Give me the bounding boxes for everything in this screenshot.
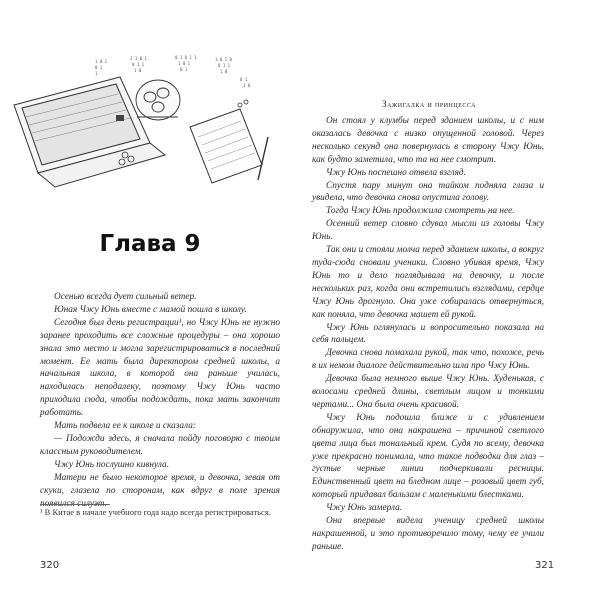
plate-icon — [136, 80, 180, 120]
illustration — [0, 55, 300, 205]
paragraph: Осенний ветер словно сдувал мысли из головы Чжу Юнь. — [312, 219, 544, 243]
left-body — [40, 291, 280, 510]
svg-text:1 0: 1 0 — [220, 69, 228, 74]
svg-text:0 1 0 1 1: 0 1 0 1 1 — [175, 55, 197, 60]
svg-text:0 1 1: 0 1 1 — [132, 62, 145, 67]
svg-text:1: 1 — [95, 71, 98, 76]
paragraph: Чжу Юнь оглянулась и вопросительно показала на себя пальцем. — [312, 322, 544, 346]
svg-text:0 1: 0 1 — [180, 67, 188, 72]
paragraph: Спустя пару минут она тайком подняла глаза и увидела, что девочка снова опустила голову. — [312, 180, 544, 204]
paragraph: Чжу Юнь замерла. — [326, 503, 403, 514]
paragraph: Юная Чжу Юнь вместе с мамой пошла в школу. — [54, 304, 247, 315]
page-number-right: 321 — [535, 560, 555, 571]
paragraph: Матери не было некоторое время, и девочка, зевая от скуки, глазела по сторонам, как вдруг в поле зрения появился силуэт. — [40, 472, 280, 509]
paragraph: Он стоял у клумбы перед зданием школы, и с ним оказалась девочка с низко опущенной головой. Через несколько секунд она повернулась в сторону Чжу Юнь, как будто заметила, что та на нее смотрит. — [312, 116, 544, 165]
svg-text:1 0 1: 1 0 1 — [178, 61, 191, 66]
chapter-title: Глава 9 — [99, 231, 201, 257]
running-title: Зажигалка и принцесса — [382, 99, 476, 109]
paragraph: Девочка была немного выше Чжу Юнь. Худенькая, с волосами средней длины, светлым лицом и тонкими чертами... Она была очень красивой. — [312, 374, 544, 410]
svg-text:0 1 1: 0 1 1 — [218, 63, 231, 68]
paragraph: Она впервые видела ученицу средней школы накрашенной, и это противоречило тому, чему ее учили раньше. — [312, 516, 544, 552]
page-number-left: 320 — [40, 560, 60, 571]
svg-text:1 0 1 0: 1 0 1 0 — [215, 57, 232, 62]
svg-text:0 1: 0 1 — [95, 65, 103, 70]
paragraph: Чжу Юнь подошла ближе и с удивлением обнаружила, что она накрашена – причиной светлого цвета лица был тональный крем. Судя по всему, девочка уже прекрасно понимала, что такое подводка для глаз – густые черные линии подчеркивали ресницы. Единственный цвет на бледном лице – розовый цвет губ, который придавал бальзам с маленькими блестками. — [312, 412, 544, 501]
paragraph: Чжу Юнь послушно кивнула. — [54, 459, 170, 470]
svg-text:1 1 0 1: 1 1 0 1 — [130, 56, 147, 61]
right-body — [312, 115, 544, 554]
footnote-rule — [40, 504, 110, 505]
svg-text:1 0 1: 1 0 1 — [95, 59, 108, 64]
paragraph: Девочка снова помахала рукой, так что, похоже, речь в их немом диалоге действительно шла про Чжу Юнь. — [312, 348, 544, 372]
paragraph: Чжу Юнь поспешно отвела взгляд. — [326, 167, 466, 178]
paragraph: Мать подвела ее к школе и сказала: — [54, 421, 196, 432]
svg-text:0 1: 0 1 — [240, 77, 248, 82]
paragraph: Тогда Чжу Юнь продолжила смотреть на нее. — [326, 206, 515, 217]
svg-text:1 0: 1 0 — [243, 83, 251, 88]
notebook-icon — [190, 109, 262, 183]
paragraph: Сегодня был день регистрации¹, но Чжу Юнь не нужно заранее проходить все сложные процедуры – она хорошо знала это место и могла зарегистрироваться в последний момент. Ее мать была директором средней школы, а начальная школа, в которой она раньше училась, находилась неподалеку, поэтому Чжу Юнь часто приходила сюда, чтобы подождать, пока мать закончит работать. — [40, 317, 280, 419]
footnote: ¹ В Китае в начале учебного года надо всегда регистрироваться. — [40, 507, 271, 517]
paragraph: Так они и стояли молча перед зданием школы, а вокруг туда-сюда сновали ученики. Словно убивая время, Чжу Юнь то и дело поглядывала на девочку, и после нескольких раз, когда они встретились взглядами, сердце Чжу Юнь дрогнуло. Она уже собиралась отвернуться, как поняла, что девочка машет ей рукой. — [312, 245, 544, 320]
paragraph: — Подожди здесь, я сначала пойду поговорю с твоим классным руководителем. — [40, 433, 280, 457]
svg-text:1 0: 1 0 — [134, 68, 142, 73]
paragraph: Осенью всегда дует сильный ветер. — [54, 292, 197, 302]
